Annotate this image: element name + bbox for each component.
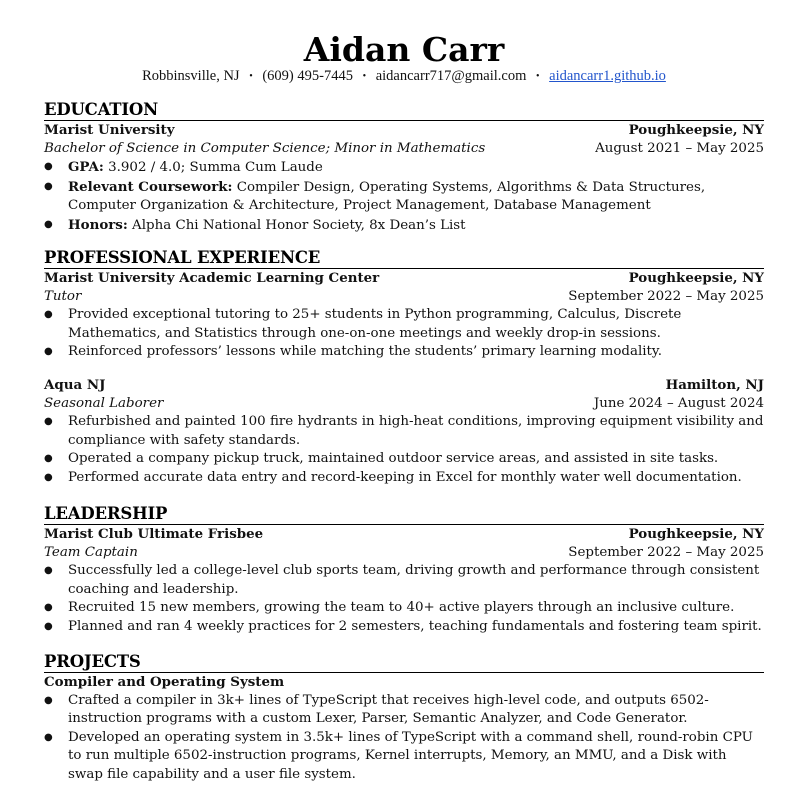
contact-line	[44, 68, 764, 85]
education-bullets	[44, 158, 764, 235]
job-org: Marist University Academic Learning Center	[44, 270, 380, 286]
job-dates: September 2022 – May 2025	[568, 288, 764, 304]
degree: Bachelor of Science in Computer Science; Minor in Mathematics	[44, 140, 486, 156]
job-role: Tutor	[44, 288, 82, 304]
project-name: Compiler and Operating System	[44, 674, 285, 690]
job-location: Poughkeepsie, NY	[628, 270, 764, 286]
list-item: ● Developed an operating system in 3.5k+ lines of TypeScript with a command shell, round-robin CPU to run multiple 6502-instruction programs, Kernel interrupts, Memory, an MMU, and a Disk with swap file capability and a user file system.	[44, 729, 764, 785]
list-item: ● GPA: 3.902 / 4.0; Summa Cum Laude	[44, 158, 764, 178]
candidate-name: Aidan Carr	[303, 30, 505, 69]
list-item: ● Honors: Alpha Chi National Honor Society, 8x Dean’s List	[44, 216, 764, 236]
list-item: ● Reinforced professors’ lessons while matching the students’ primary learning modality.	[44, 343, 764, 362]
list-item: ● Recruited 15 new members, growing the team to 40+ active players through an inclusive culture.	[44, 599, 764, 618]
leadership-org: Marist Club Ultimate Frisbee	[44, 526, 264, 542]
experience-section	[44, 248, 764, 488]
job-org: Aqua NJ	[44, 376, 106, 393]
website-link[interactable]: aidancarr1.github.io	[549, 68, 666, 84]
section-heading: LEADERSHIP	[44, 504, 764, 525]
job-bullets	[44, 413, 764, 487]
education-dates: August 2021 – May 2025	[595, 140, 764, 156]
bullet-separator-icon: •	[249, 71, 253, 83]
contact-email: aidancarr717@gmail.com	[375, 68, 527, 84]
contact-phone: (609) 495-7445	[262, 68, 353, 84]
bullet-separator-icon: •	[362, 71, 367, 83]
list-item: ● Operated a company pickup truck, maintained outdoor service areas, and assisted in site tasks.	[44, 450, 764, 469]
list-item: ● Refurbished and painted 100 fire hydrants in high-heat conditions, improving equipment visibility and compliance with safety standards.	[44, 413, 764, 450]
list-item: ● Planned and ran 4 weekly practices for 2 semesters, teaching fundamentals and fostering team spirit.	[44, 618, 764, 637]
contact-location: Robbinsville, NJ	[142, 68, 240, 84]
job-bullets	[44, 306, 764, 362]
leadership-location: Poughkeepsie, NY	[628, 526, 764, 542]
school-location: Poughkeepsie, NY	[628, 122, 764, 138]
list-item: ● Crafted a compiler in 3k+ lines of TypeScript that receives high-level code, and outputs 6502-instruction programs with a custom Lexer, Parser, Semantic Analyzer, and Code Generator.	[44, 692, 764, 729]
list-item: ● Performed accurate data entry and record-keeping in Excel for monthly water well documentation.	[44, 469, 764, 488]
job-role: Seasonal Laborer	[44, 395, 164, 411]
school-name: Marist University	[44, 122, 175, 138]
job-location: Hamilton, NJ	[665, 376, 764, 393]
bullet-separator-icon: •	[536, 71, 540, 83]
section-heading: PROFESSIONAL EXPERIENCE	[44, 248, 764, 269]
section-heading: EDUCATION	[44, 100, 764, 121]
list-item: ● Provided exceptional tutoring to 25+ students in Python programming, Calculus, Discrete Mathematics, and Statistics through one-on-one meetings and weekly drop-in sessions.	[44, 306, 764, 343]
section-heading: PROJECTS	[44, 652, 764, 673]
leadership-bullets	[44, 562, 764, 636]
project-bullets	[44, 692, 764, 785]
job-dates: June 2024 – August 2024	[593, 395, 764, 411]
leadership-section	[44, 504, 764, 637]
leadership-role: Team Captain	[44, 544, 138, 560]
list-item: ● Successfully led a college-level club sports team, driving growth and performance through consistent coaching and leadership.	[44, 562, 764, 599]
education-section	[44, 100, 764, 236]
projects-section	[44, 652, 764, 785]
list-item: ● Relevant Coursework: Compiler Design, Operating Systems, Algorithms & Data Structures, Computer Organization & Architecture, Project Management, Database Management	[44, 178, 764, 216]
leadership-dates: September 2022 – May 2025	[568, 544, 764, 560]
